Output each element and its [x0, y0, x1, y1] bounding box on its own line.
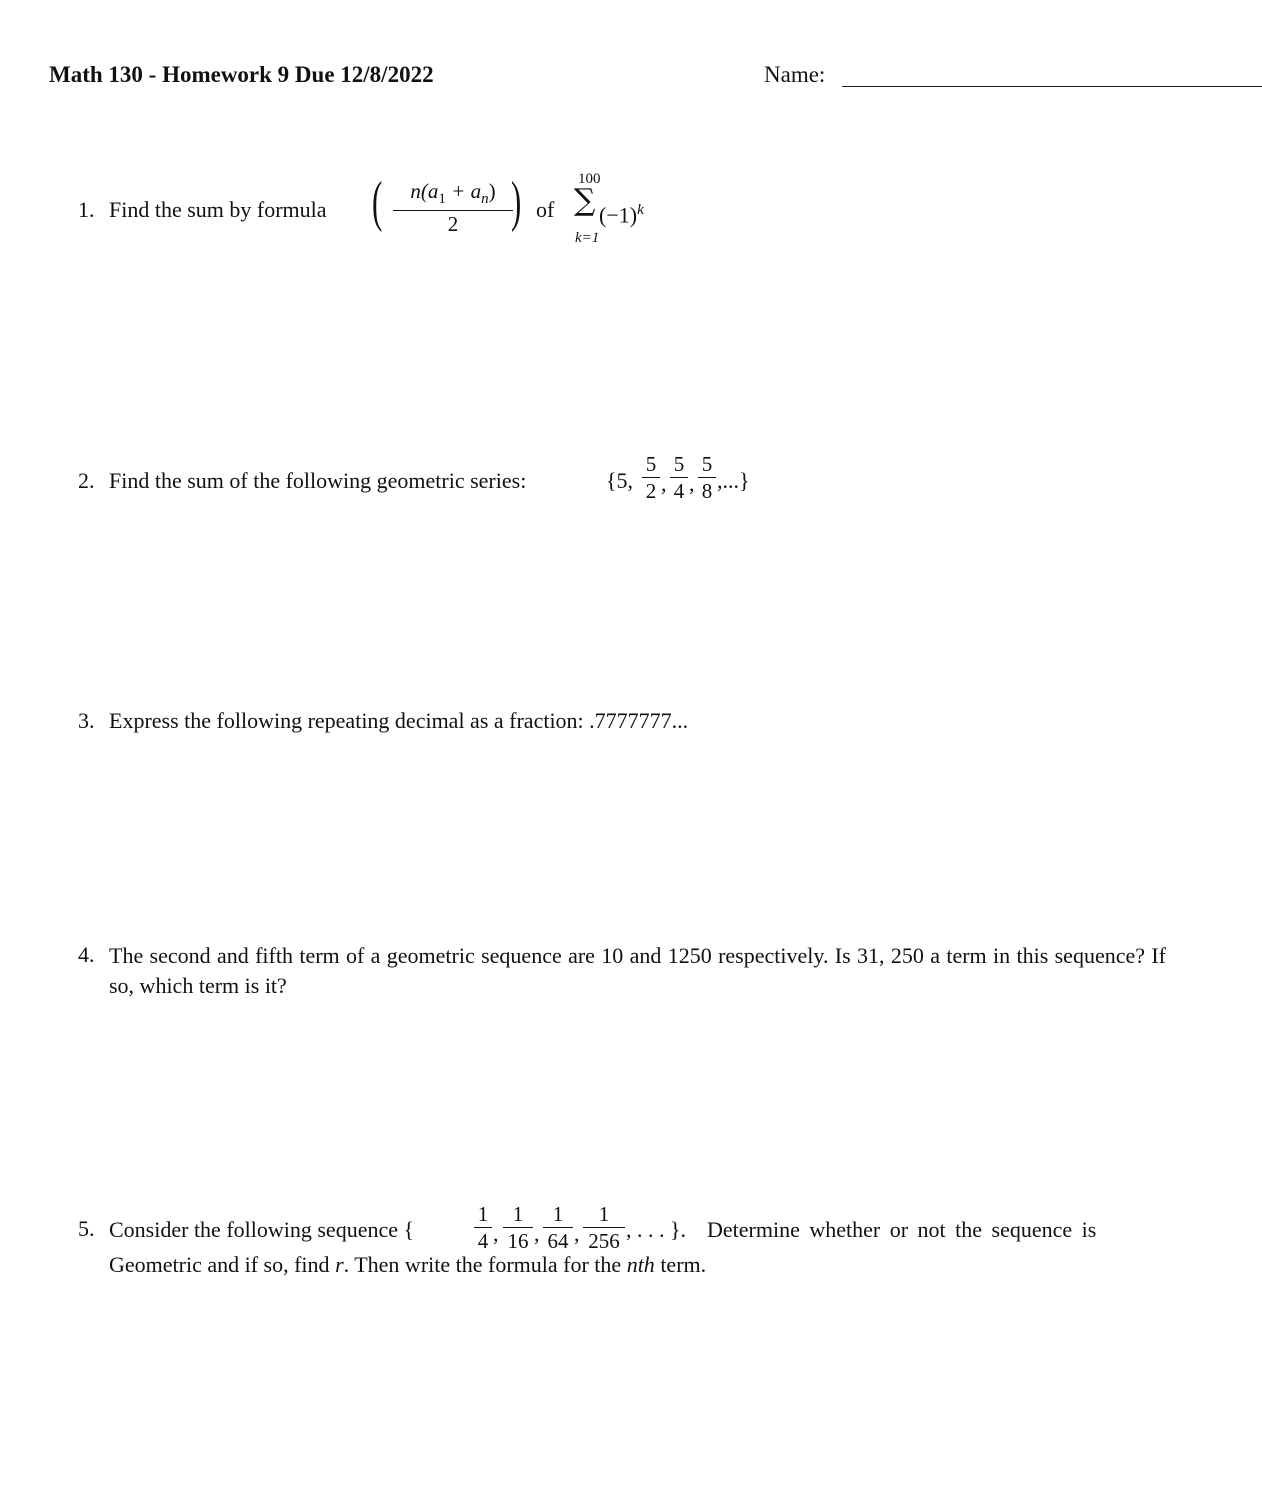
problem-number: 3. — [78, 708, 95, 733]
formula-plus: + a — [445, 179, 482, 203]
left-paren: ( — [372, 171, 383, 233]
text-part: . Then write the formula for the — [343, 1252, 622, 1277]
variable-nth: nth — [626, 1252, 655, 1277]
series-open: {5, — [606, 468, 634, 493]
of-word: of — [536, 197, 555, 222]
sum-lower-limit: k=1 — [575, 230, 600, 246]
variable-r: r — [335, 1252, 344, 1277]
comma: , — [661, 471, 667, 496]
series-close: ,...} — [717, 468, 750, 493]
problem-text: Express the following repeating decimal as a fraction: .7777777... — [109, 708, 689, 733]
formula-fraction — [393, 180, 513, 235]
problem-number: 2. — [78, 468, 95, 493]
problem-text: Find the sum by formula — [109, 197, 327, 222]
comma: , — [493, 1221, 499, 1246]
comma: , — [689, 471, 695, 496]
fraction-denominator: 8 — [701, 479, 713, 503]
series-fraction — [698, 453, 716, 502]
formula-close: ) — [488, 179, 496, 203]
fraction-numerator: 5 — [645, 452, 657, 476]
fraction-denominator: 4 — [477, 1229, 489, 1253]
sequence-fraction — [503, 1203, 533, 1252]
fraction-numerator: 1 — [552, 1202, 564, 1226]
fraction-denominator: 4 — [673, 479, 685, 503]
fraction-numerator: 5 — [701, 452, 713, 476]
formula-subn: n — [481, 191, 489, 208]
fraction-numerator: 5 — [673, 452, 685, 476]
fraction-denominator: 64 — [547, 1229, 569, 1253]
problem-number: 1. — [78, 197, 95, 222]
sequence-close: , . . . }. — [626, 1217, 687, 1242]
sum-term-base: (−1) — [599, 202, 638, 228]
right-paren: ) — [511, 171, 522, 233]
name-label: Name: — [764, 62, 826, 87]
problem-number: 4. — [78, 942, 95, 967]
page-title: Math 130 - Homework 9 Due 12/8/2022 — [49, 62, 434, 87]
formula-numerator: n(a — [410, 179, 439, 203]
series-fraction — [642, 453, 660, 502]
sum-upper-limit: 100 — [578, 171, 601, 187]
fraction-denominator: 2 — [645, 479, 657, 503]
text-part: Geometric and if so, find — [109, 1252, 330, 1277]
comma: , — [574, 1221, 580, 1246]
formula-denominator: 2 — [447, 212, 459, 237]
fraction-denominator: 16 — [507, 1229, 529, 1253]
problem-text: Consider the following sequence { — [109, 1217, 415, 1242]
problem-text-continued: Determine whether or not the sequence is — [707, 1217, 1097, 1242]
sum-exponent: k — [637, 202, 644, 218]
series-fraction — [670, 453, 688, 502]
fraction-denominator: 256 — [588, 1229, 620, 1253]
fraction-numerator: 1 — [477, 1202, 489, 1226]
problem-text: Find the sum of the following geometric series: — [109, 468, 527, 493]
fraction-numerator: 1 — [598, 1202, 610, 1226]
sequence-fraction — [474, 1203, 492, 1252]
comma: , — [534, 1221, 540, 1246]
problem-text-line2 — [109, 1250, 706, 1280]
name-blank-line — [842, 86, 1262, 87]
text-part: term. — [660, 1252, 707, 1277]
problem-number: 5. — [78, 1216, 95, 1241]
sequence-fraction — [543, 1203, 573, 1252]
sum-term — [599, 195, 644, 230]
fraction-numerator: 1 — [512, 1202, 524, 1226]
problem-text: The second and fifth term of a geometric sequence are 10 and 1250 respectively. Is 31, 250 a term in this sequence? If so, which term is it? — [109, 943, 1166, 998]
sequence-fraction — [583, 1203, 625, 1252]
sum-symbol: ∑ — [574, 183, 596, 218]
formula-sub1: 1 — [438, 191, 446, 208]
